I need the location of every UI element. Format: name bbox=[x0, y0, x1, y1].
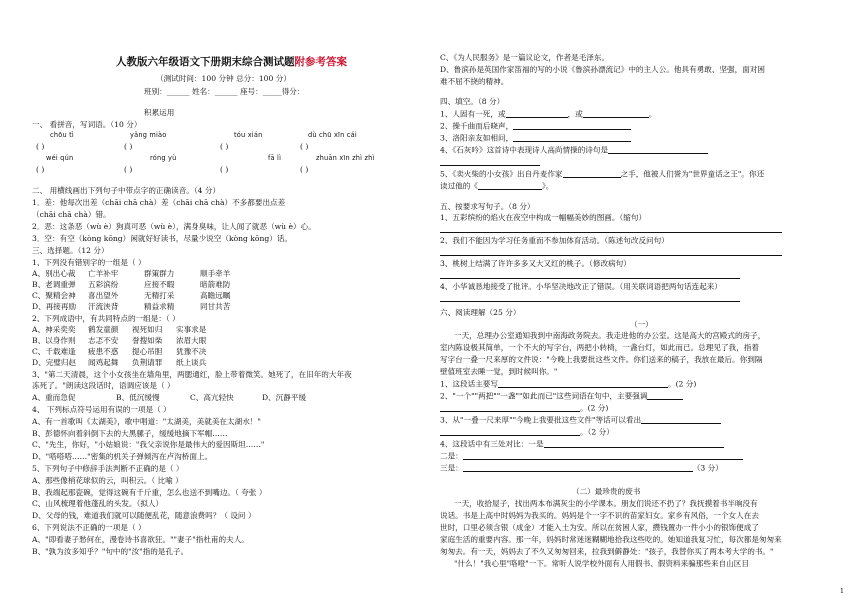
reading-question: 3、从"一叠一尺来厚""今晚上我要批这些文件"等话可以看出 bbox=[440, 416, 721, 424]
reading-question: 三是： （3 分） bbox=[440, 463, 723, 473]
q3-question: 冻死了。"朗读这段话时，语调应该是（ ） bbox=[32, 381, 175, 390]
q2-heading: 二、 用横线画出下列句子中带点字的正确读音。（4 分） bbox=[32, 186, 221, 195]
q3-option: C、山风梳理着他蓬乱的头发。（拟人） bbox=[32, 499, 164, 508]
answer-line bbox=[440, 232, 782, 233]
page-title: 人教版六年级语文下册期末综合测试题附参考答案 bbox=[116, 56, 347, 68]
reading-question: 。(2 分) bbox=[440, 404, 608, 412]
q3-option: A、有一首歌叫《太湖美》，歌中唱道："太湖美，美就美在太湖水！" bbox=[32, 417, 261, 426]
q3-option: C、"先生，你好，"小姑娘说："我父亲说你是最伟大的爱因斯坦……" bbox=[32, 440, 265, 449]
section-heading: 积累运用 bbox=[144, 108, 175, 117]
q3-option: D、"嗒嗒嗒……"密集的机关子弹倾泻在卢沟桥面上。 bbox=[32, 452, 213, 461]
answer-line bbox=[440, 165, 540, 166]
q3-option-row: A、神采奕奕 鹤发童颜 视死如归 实事求是 bbox=[32, 325, 207, 334]
q3-question: 4、 下列标点符号运用有误的一项是（ ） bbox=[32, 405, 171, 414]
pinyin-row: wéi qún róng yù fā lì zhuān xīn zhì zhì bbox=[46, 154, 375, 162]
q3-option-row: B、以身作则 志忑不安 誉搜如柴 浓眉大眼 bbox=[32, 336, 207, 345]
q4-item: 读过他的《 》。 bbox=[440, 181, 554, 191]
reading-question: 1、这段话主要写 。(2 分) bbox=[440, 379, 697, 389]
q2-item: （chāi chā chà）错。 bbox=[32, 210, 111, 219]
q3-option: A、"即看妻子愁何在，漫卷诗书喜欲狂。""妻子"指杜甫的夫人。 bbox=[32, 535, 249, 544]
q3-option: C、《为人民服务》是一篇议论文，作者是毛泽东。 bbox=[440, 53, 610, 62]
q6-heading: 六、阅读理解（25 分） bbox=[440, 308, 521, 317]
passage-text: 壁值班室去睡一觉，到时候叫你。" bbox=[440, 367, 558, 376]
q3-option: B、"孰为汝多知乎？"句中的"汝"指的是孔子。 bbox=[32, 547, 189, 556]
q3-option-row: D、再接再励 汗流浃背 精益求精 同甘共苦 bbox=[32, 302, 231, 311]
passage-text: "什么！"我心里"咯噔"一下。常听人说学校外面有人用假书、假资料来骗那些来自山区目 bbox=[454, 559, 749, 568]
page-number: 1 bbox=[839, 586, 844, 595]
q2-item: 3．空：有空（kòng kōng）闲就好好读书，尽量少说空（kòng kōng）话。 bbox=[32, 234, 293, 243]
q2-item: 1．差：他每次出差（chāi chā chà）差（chāi chā chà）不多都要出点差 bbox=[32, 198, 286, 207]
q3-question: 2、下列成语中，有共同特点的一组是：（ ） bbox=[32, 314, 180, 323]
q3-option: D、父母的钱，难道我们就可以随便乱花，随意浪费吗？（ 设问 ） bbox=[32, 511, 256, 520]
q3-option-row: C、千载难逢 疲患不惑 提心吊胆 犹豫不决 bbox=[32, 347, 207, 356]
q5-item: 2、我们不能因为学习任务重而不参加体育活动。（陈述句改反问句） bbox=[440, 236, 669, 245]
passage-text: 室内陈设极其简单，一个不大的写字台，两把小转椅，一盏台灯，如此而已。总理见了我，指着 bbox=[440, 343, 759, 352]
q3-question: 6、下列说法不正确的一项是（ ） bbox=[32, 523, 146, 532]
q4-heading: 四、填空。（8 分） bbox=[440, 97, 505, 106]
q3-option: A、那些像梢花球似的云，叫积云。（ 比喻 ） bbox=[32, 476, 183, 485]
q3-option: B、我端起那瓷碗，觉得这碗有千斤重，怎么也送不到嘴边。（ 夸张 ） bbox=[32, 488, 267, 497]
passage-text: 家庭生活的重要内容。那一年，妈妈时常迷迷糊糊地拾我这些吃的。她知道我复习忙，每次都是匆匆来 bbox=[440, 535, 782, 544]
reading-question: 4、这段话中有三处对比：一是 bbox=[440, 440, 724, 448]
q3-option-row: D、完璧归赵 闻鸡起舞 负荆请罪 纸上谈兵 bbox=[32, 358, 207, 367]
passage-text: 一天，总理办公室通知我到中南海政务院去。我走进他的办公室。这是高大的宫殿式的房子， bbox=[454, 331, 766, 340]
q4-item: 1、人固有一死，或 ，或 。 bbox=[440, 109, 657, 119]
q1-heading: 一、 看拼音，写词语。（10 分） bbox=[32, 120, 142, 129]
q3-question: 3、"第二天清晨，这个小女孩坐在墙角里，两腮通红，脸上带着微笑。她死了，在旧年的大年夜 bbox=[32, 370, 352, 379]
passage-label: （一） bbox=[630, 320, 653, 329]
q5-item: 1、五彩缤纷的焰火在夜空中构成一幅幅美妙的图画。（缩句） bbox=[440, 213, 647, 222]
passage-text: 一天，收拾屋子，找出两本布满灰尘的小学课本。朋友们说还不扔了？我抚摸着书半晌没有 bbox=[454, 499, 758, 508]
passage-text: 写字台一叠一尺来厚的文件说："今晚上我要批这些文件。你们送来的稿子，我放在最后。你到隔 bbox=[440, 355, 763, 364]
answer-bracket-row: ( ) ( ) ( ) ( ) bbox=[36, 142, 309, 151]
q3-heading: 三、选择题。（12 分） bbox=[32, 246, 109, 255]
q3-question: 1、下列没有错别字的一组是（ ） bbox=[32, 258, 146, 267]
passage-label: （二）最珍贵的废书 bbox=[572, 487, 641, 496]
answer-bracket-row: ( ) ( ) ( ) ( ) bbox=[36, 165, 309, 174]
q3-option-row: C、聚精会神 喜出望外 无精打采 高瞻远瞩 bbox=[32, 291, 231, 300]
answer-line bbox=[440, 301, 740, 302]
passage-text: 世时，口里必须含银（成金）才能入土为安。所以在贫困人家，攒钱置办一件小小的银饰便成了 bbox=[440, 523, 759, 532]
answer-line bbox=[440, 278, 740, 279]
pinyin-row: chōu tì yǎng miào tóu xián dù chū xīn cái bbox=[50, 131, 357, 139]
reading-question: 二是： bbox=[440, 452, 743, 460]
q4-item: 4、《石灰吟》这首诗中表现诗人高尚情操的诗句是 bbox=[440, 146, 708, 154]
q3-option-row: A、重而急促 B、低沉缓慢 C、高亢轻快 D、沉静平缓 bbox=[32, 393, 307, 402]
q5-item: 4、小华诚恳地接受了批评。小华坚决地改正了错误。（用关联词语把两句话连起来） bbox=[440, 282, 722, 291]
q5-heading: 五、按要求写句子。（8 分） bbox=[440, 202, 535, 211]
q3-question: 5、下列句子中修辞手法判断不正确的是（ ） bbox=[32, 464, 184, 473]
q4-item: 3、洛阳亲友如相问， bbox=[440, 134, 631, 142]
q3-option: B、彭德怀向着斜倒下去的大黑骡子，缓缓地摘下军帽…… bbox=[32, 429, 228, 438]
answer-line bbox=[440, 255, 782, 256]
q2-item: 2．恶：这条恶（wù è）狗真可恶（wù è），满身臭味，让人闻了就恶（wù è）心。 bbox=[32, 222, 316, 231]
q4-item: 5、《卖火柴的小女孩》出自丹麦作家 之手，他被人们誉为"世界童话之王"。你还 bbox=[440, 169, 765, 179]
student-info: 班别：______ 姓名：______ 座号：_____得分： bbox=[144, 87, 305, 96]
q3-option-row: A、别出心裁 亡羊补牢 群策群力 顺手牵羊 bbox=[32, 269, 231, 278]
q3-option: 难不屈不挠的精神。 bbox=[440, 77, 509, 86]
reading-question: 。（2 分） bbox=[440, 428, 614, 436]
q5-item: 3、桃树上结满了许许多多又大又红的桃子。（修改病句） bbox=[440, 259, 631, 268]
reading-question: 2、"一个""两把""一盏""如此而已"这些词语在句中，主要强调 bbox=[440, 392, 683, 400]
passage-text: 匆匆去。有一天，妈妈去了不久又匆匆回来，拉我到僻静处："孩子，我替你买了两本考大学的书。" bbox=[440, 547, 774, 556]
q4-item: 2、操千曲而后晓声， bbox=[440, 122, 631, 130]
exam-meta: （测试时间：100 分钟 总分：100 分） bbox=[156, 74, 291, 83]
q3-option-row: B、老调重弹 五彩滨纷 应接不暇 暗箭难防 bbox=[32, 280, 231, 289]
passage-text: 说话。书是上高中时妈妈为我买的。妈妈是个一字不识的苗家妇女。家乡有风俗，一个女人在去 bbox=[440, 511, 759, 520]
q3-option: D、鲁滨孙是英国作家笛福的写的小说《鲁滨孙漂流记》中的主人公。他具有勇敢、坚强，面对困 bbox=[440, 65, 766, 74]
